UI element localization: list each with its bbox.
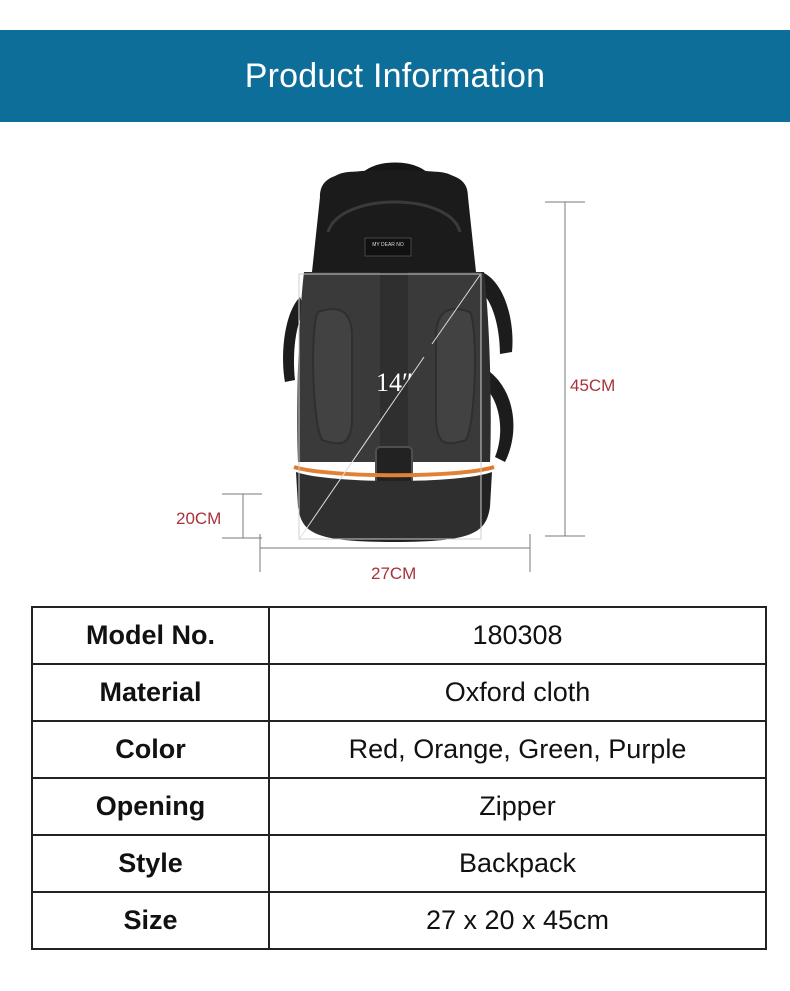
table-row [32,607,766,664]
table-row [32,835,766,892]
spec-value: Oxford cloth [269,664,766,721]
table-row [32,778,766,835]
table-row [32,664,766,721]
spec-value: Zipper [269,778,766,835]
laptop-size-label: 14″ [376,368,413,397]
table-row [32,892,766,949]
table-row [32,721,766,778]
spec-label: Color [32,721,269,778]
brand-patch-text: MY DEAR NO [372,242,404,248]
page-title: Product Information [244,56,546,95]
spec-value: Red, Orange, Green, Purple [269,721,766,778]
spec-label: Style [32,835,269,892]
spec-label: Size [32,892,269,949]
spec-label: Model No. [32,607,269,664]
depth-dimension-label: 20CM [176,509,222,528]
height-dimension-label: 45CM [570,376,616,395]
backpack-illustration [0,122,790,602]
spec-table [31,606,767,950]
spec-value: 27 x 20 x 45cm [269,892,766,949]
spec-value: Backpack [269,835,766,892]
page-header [0,30,790,122]
spec-label: Opening [32,778,269,835]
spec-value: 180308 [269,607,766,664]
width-dimension-label: 27CM [371,564,417,583]
spec-label: Material [32,664,269,721]
product-figure [0,122,790,602]
